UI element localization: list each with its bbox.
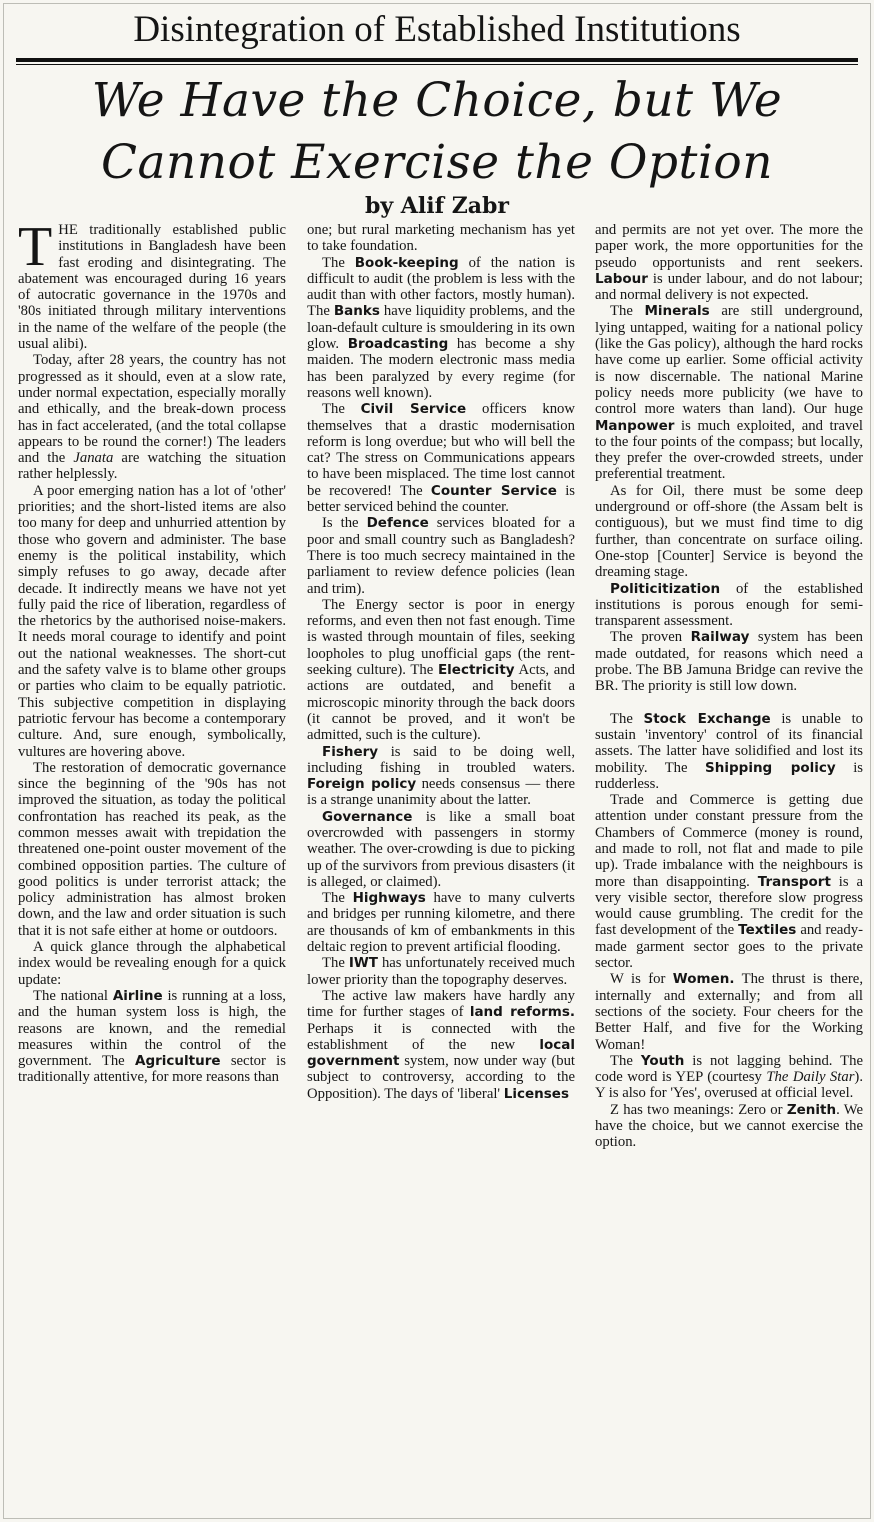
headline-line-1: We Have the Choice, but We [91,73,783,128]
paragraph: The restoration of democratic governance since the beginning of the '90s has not improved the situation, as today the political confrontation has reached its peak, as the common messes await with trepidation the threatened one-point ouster movement of the combined opposition parties. The culture of good politics is under terrorist attack; the policy administration has almost broken down, and the law and order situation is such that it is not safe either at home or outdoors. [18,759,286,939]
paragraph: The Stock Exchange is unable to sustain 'inventory' control of its financial assets. The latter have solidified and lost its mobility. The Shipping policy is rudderless. [595,710,863,792]
paragraph: Governance is like a small boat overcrowded with passengers in stormy weather. The over-crowding is due to picking up of the survivors from previous disasters (it is alleged, or claimed). [307,808,575,890]
paragraph: A quick glance through the alphabetical index would be revealing enough for a quick update: [18,939,286,988]
article-column-2 [307,222,575,1512]
paragraph: The IWT has unfortunately received much lower priority than the topography deserves. [307,955,575,988]
paragraph: W is for Women. The thrust is there, internally and externally; and from all sections of the society. Four cheers for the Better Half, and five for the Working Woman! [595,971,863,1053]
kicker-title: Disintegration of Established Institutions [133,9,741,50]
paragraph: The Highways have to many culverts and bridges per running kilometre, and there are thousands of km of embankments in this deltaic region to prevent artificial flooding. [307,890,575,956]
paragraph: A poor emerging nation has a lot of 'other' priorities; and the short-listed items are also too many for deep and unhurried attention by those who govern and administer. The base enemy is the political instability, which simply refuses to go away, decade after decade. It indirectly means we have not yet fully paid the rice of liberation, regardless of the rhetorics by the authorised noise-makers. It needs moral courage to identify and point out the national weaknesses. The short-cut and the safety valve is to blame other groups or parties who claim to be equally patriotic. This subjective competition in displaying patriotic fervour has become a contemporary culture. And, sure enough, symbolically, vultures are hovering above. [18,482,286,760]
drop-cap: T [18,222,53,278]
paragraph: Trade and Commerce is getting due attention under constant pressure from the Chambers of Commerce (money is round, and made to roll, not flat and made to pile up). Trade imbalance with the neighbours is more than disappointing. Transport is a very visible sector, therefore slow progress would cause grumbling. The credit for the fast development of the Textiles and ready-made garment sector goes to the private sector. [595,792,863,972]
paragraph: The Energy sector is poor in energy reforms, and even then not fast enough. Time is wasted through mountain of files, seeking loopholes to plug unofficial gaps (the rent-seeking culture). The Electricity Acts, and actions are outdated, and benefit a microscopic minority through the back doors (it cannot be proved, and it won't be admitted, such is the culture). [307,596,575,744]
paragraph: and permits are not yet over. The more the paper work, the more opportunities for the pseudo opportunists and rent seekers. Labour is under labour, and do not labour; and normal delivery is not expected. [595,222,863,304]
paragraph: The active law makers have hardly any time for further stages of land reforms. Perhaps it is connected with the establishment of the new local government system, now under way (but subject to controversy, according to the Opposition). The days of 'liberal' Licenses [307,987,575,1102]
headline [0,70,874,194]
paragraph: one; but rural marketing mechanism has yet to take foundation. [307,222,575,255]
paragraph: Is the Defence services bloated for a poor and small country such as Bangladesh? There is too much secrecy maintained in the parliament to review defence policies (lean and trim). [307,515,575,597]
paragraph: The Book-keeping of the nation is difficult to audit (the problem is less with the audit than with other factors, mostly human). The Banks have liquidity problems, and the loan-default culture is smouldering in its own glow. Broadcasting has become a shy maiden. The modern electronic mass media has been paralyzed by every regime (for reasons well known). [307,254,575,401]
paragraph: The national Airline is running at a loss, and the human system loss is high, the reasons are known, and the remedial measures within the control of the government. The Agriculture sector is traditionally attentive, for more reasons than [18,987,286,1086]
paragraph: The Civil Service officers know themselves that a drastic modernisation reform is long overdue; but who will bell the cat? The stress on Communications appears to have been misplaced. The time lost cannot be recovered! The Counter Service is better serviced behind the counter. [307,401,575,516]
paragraph: Fishery is said to be doing well, including fishing in troubled waters. Foreign policy needs consensus — there is a strange unanimity about the latter. [307,743,575,809]
paragraph: The Minerals are still underground, lying untapped, waiting for a national policy (like the Gas policy), although the hard rocks have come up earlier. Some official activity is now discernable. The national Marine policy needs more publicity (we have to control more waters than land). Our huge Manpower is much exploited, and travel to the four points of the compass; but locally, they prefer the over-crowded streets, under preferential treatment. [595,303,863,483]
paragraph: Politicitization of the established institutions is porous enough for semi-transparent assessment. [595,580,863,630]
article-column-3 [595,222,863,1512]
paragraph: The proven Railway system has been made outdated, for reasons which need a probe. The BB Jamuna Bridge can revive the BR. The priority is still low down. [595,629,863,695]
divider-rule-thin [16,64,858,65]
headline-line-2: Cannot Exercise the Option [101,135,773,190]
paragraph: As for Oil, there must be some deep underground or off-shore (the Assam belt is contiguous), but we must find time to dig further, than concentrate on surface oiling. One-stop [Counter] Service is beyond the dreaming stage. [595,482,863,581]
paragraph: Today, after 28 years, the country has not progressed as it should, even at a slow rate, under normal expectation, especially morally and ethically, and the break-down process has in fact accelerated, (and the total collapse appears to be round the corner!) The leaders and the Janata are watching the situation rather helplessly. [18,352,286,483]
article-column-1 [18,222,286,1512]
byline: by Alif Zabr [364,193,510,219]
paragraph: Z has two meanings: Zero or Zenith. We have the choice, but we cannot exercise the option. [595,1101,863,1151]
paragraph: THE traditionally established public institutions in Bangladesh have been fast eroding and disintegrating. The abatement was encouraged during 16 years of autocratic governance in the 1970s and '80s initiated through military interventions in the name of the welfare of the people (the usual alibi). [18,222,286,353]
divider-rule [16,58,858,62]
paragraph: The Youth is not lagging behind. The code word is YEP (courtesy The Daily Star). Y is also for 'Yes', overused at official level. [595,1052,863,1102]
